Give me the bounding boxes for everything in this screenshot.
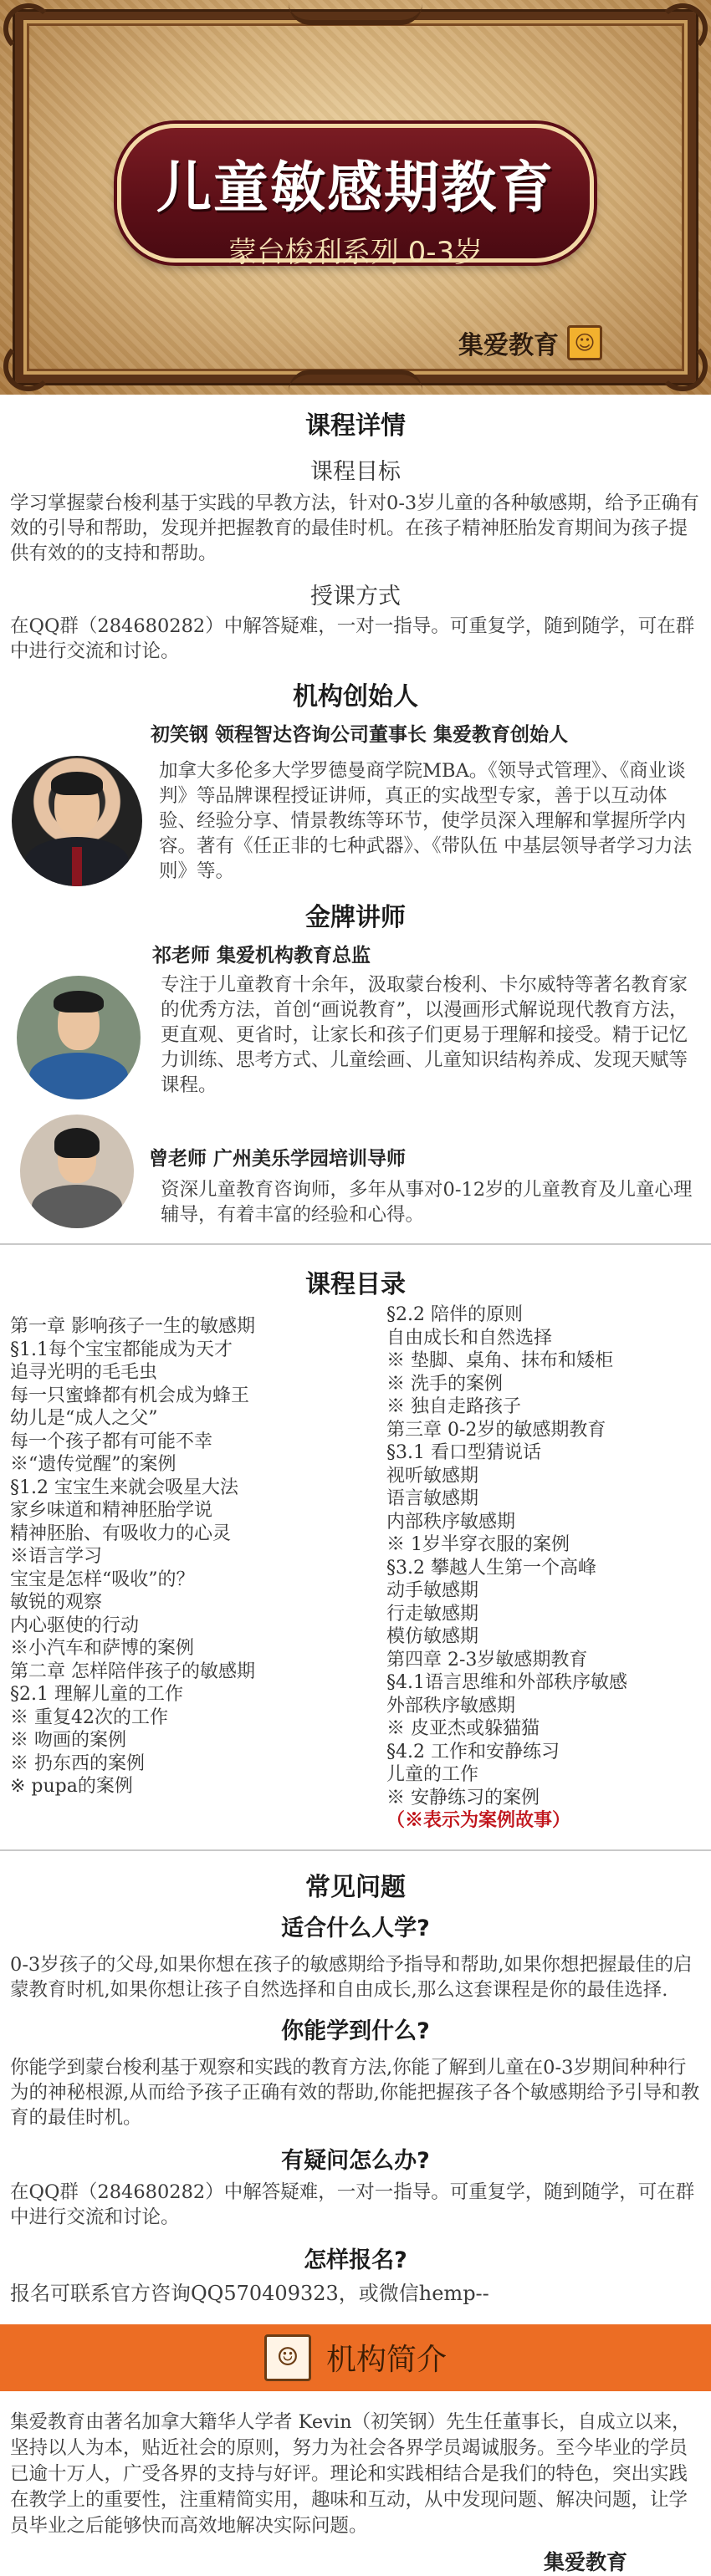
founder-card <box>10 719 701 886</box>
catalog-section <box>0 1245 711 1300</box>
catalog-item: 第三章 0-2岁的敏感期教育 <box>386 1419 606 1441</box>
catalog-item: §3.2 攀越人生第一个高峰 <box>386 1557 596 1579</box>
catalog-left-column <box>10 1315 386 1833</box>
catalog-item: ※ 洗手的案例 <box>386 1373 503 1395</box>
faq-question-help: 有疑问怎么办? <box>281 2147 430 2174</box>
faq-heading: 常见问题 <box>305 1872 406 1902</box>
founder-avatar <box>12 756 142 886</box>
faq-answer-who: 0-3岁孩子的父母,如果你想在孩子的敏感期给予指导和帮助,如果你想把握最佳的启蒙教育时机,如果你想让孩子自然选择和自由成长,那么这套课程是你的最佳选择. <box>10 1953 693 2001</box>
catalog-item: 内部秩序敏感期 <box>386 1511 516 1533</box>
faq-answer-what: 你能学到蒙台梭利基于观察和实践的教育方法,你能了解到儿童在0-3岁期间种种行为的神秘根源,从而给予孩子正确有效的帮助,你能把握孩子各个敏感期给予引导和教育的最佳时机。 <box>10 2056 700 2129</box>
teacher1-bio: 专注于儿童教育十余年，汲取蒙台梭利、卡尔威特等著名教育家的优秀方法，首创“画说教育”，以漫画形式解说现代教育方法，更直观、更省时，让家长和孩子们更易于理解和接受。精于记忆力训练、思考方式、儿童绘画、儿童知识结构养成、发现天赋等课程。 <box>161 974 688 1096</box>
catalog-item: 动手敏感期 <box>386 1580 479 1601</box>
teaching-method-heading: 授课方式 <box>310 584 401 610</box>
teachers-section <box>0 886 711 1228</box>
frame-corner-ornament <box>657 3 708 54</box>
catalog-item: §1.1每个宝宝都能成为天才 <box>10 1339 233 1360</box>
catalog-item: ※ 吻画的案例 <box>10 1730 126 1751</box>
catalog-item: §4.1语言思维和外部秩序敏感 <box>386 1672 627 1693</box>
faq-question-who: 适合什么人学? <box>281 1915 430 1941</box>
org-intro-bar <box>0 2324 711 2391</box>
faq-question-signup: 怎样报名? <box>304 2247 407 2273</box>
brand-name: 集爱教育 <box>458 331 559 360</box>
title-plate <box>117 124 594 269</box>
catalog-item: §2.2 陪伴的原则 <box>386 1304 523 1325</box>
founder-bio: 加拿大多伦多大学罗德曼商学院MBA。《领导式管理》、《商业谈判》等品牌课程授证讲师，真正的实战型专家，善于以互动体验、经验分享、情景教练等环节，使学员深入理解和掌握所学内容。著有《任正非的七种武器》、《带队伍 中基层领导者学习力法则》等。 <box>159 760 693 882</box>
catalog-item: 行走敏感期 <box>386 1603 479 1625</box>
catalog-item: 视听敏感期 <box>386 1465 479 1487</box>
catalog-columns <box>0 1304 711 1833</box>
catalog-item: 家乡味道和精神胚胎学说 <box>10 1500 213 1521</box>
catalog-item: §2.1 理解儿童的工作 <box>10 1684 183 1705</box>
frame-top-ornament <box>289 3 422 25</box>
catalog-item: ※“遗传觉醒”的案例 <box>10 1454 176 1475</box>
banner-title: 儿童敏感期教育 <box>156 155 555 220</box>
catalog-item: ※ 扔东西的案例 <box>10 1752 145 1774</box>
catalog-item: 自由成长和自然选择 <box>386 1327 553 1349</box>
catalog-right-column <box>386 1303 701 1833</box>
catalog-item: 幼儿是“成人之父” <box>10 1408 158 1429</box>
catalog-item: 语言敏感期 <box>386 1488 479 1509</box>
catalog-item: ※小汽车和萨博的案例 <box>10 1638 195 1659</box>
catalog-item: ※ 垫脚、桌角、抹布和矮柜 <box>386 1350 613 1371</box>
case-story-note: （※表示为案例故事） <box>386 1809 571 1831</box>
catalog-item: 宝宝是怎样“吸收”的？ <box>10 1569 195 1590</box>
teaching-method-text: 在QQ群（284680282）中解答疑难，一对一指导。可重复学，随到随学，可在群中进行交流和讨论。 <box>10 615 695 662</box>
catalog-item: §4.2 工作和安静练习 <box>386 1741 560 1762</box>
founder-section <box>0 664 711 886</box>
teacher2-avatar <box>20 1115 134 1228</box>
catalog-item: 第一章 影响孩子一生的敏感期 <box>10 1316 255 1337</box>
catalog-item: 儿童的工作 <box>386 1764 479 1785</box>
faq-answer-help: 在QQ群（284680282）中解答疑难，一对一指导。可重复学，随到随学，可在群中进行交流和讨论。 <box>10 2181 695 2228</box>
catalog-item: 外部秩序敏感期 <box>386 1695 516 1716</box>
footer-brand: 集爱教育 <box>543 2549 627 2574</box>
faq-section <box>0 1851 711 2306</box>
frame-corner-ornament <box>3 341 54 391</box>
hero-banner <box>0 0 711 395</box>
teacher2-name-title: 曾老师 广州美乐学园培训导师 <box>149 1148 407 1170</box>
frame-corner-ornament <box>657 341 708 391</box>
catalog-item: ※ 重复42次的工作 <box>10 1706 168 1728</box>
course-details-heading: 课程详情 <box>305 411 406 441</box>
founder-info <box>151 719 701 884</box>
catalog-item: 每一只蜜蜂都有机会成为蜂王 <box>10 1385 250 1406</box>
banner-subtitle: 蒙台梭利系列 0-3岁 <box>228 236 483 269</box>
catalog-item: ※语言学习 <box>10 1546 103 1567</box>
org-intro-title: 机构简介 <box>325 2343 447 2377</box>
catalog-item: 模仿敏感期 <box>386 1626 479 1647</box>
frame-bottom-ornament <box>289 370 422 391</box>
org-intro-section <box>0 2391 711 2539</box>
catalog-item: §1.2 宝宝生来就会吸星大法 <box>10 1477 238 1498</box>
course-goal-text: 学习掌握蒙台梭利基于实践的早教方法，针对0-3岁儿童的各种敏感期，给予正确有效的引导和帮助，发现并把握教育的最佳时机。在孩子精神胚胎发育期间为孩子提供有效的的支持和帮助。 <box>10 492 699 564</box>
faq-answer-signup: 报名可联系官方咨询QQ570409323，或微信hemp-- <box>10 2281 489 2305</box>
frame-corner-ornament <box>3 3 54 54</box>
teacher1-avatar <box>17 976 141 1099</box>
catalog-item: 精神胚胎、有吸收力的心灵 <box>10 1523 232 1544</box>
catalog-item: ※ 1岁半穿衣服的案例 <box>386 1534 570 1555</box>
catalog-item: ※ 皮亚杰或躲猫猫 <box>386 1718 540 1739</box>
course-details-section <box>0 395 711 664</box>
teachers-heading: 金牌讲师 <box>305 903 406 932</box>
catalog-item: 追寻光明的毛毛虫 <box>10 1362 158 1383</box>
teacher1-name-title: 祁老师 集爱机构教育总监 <box>152 945 371 967</box>
course-goal-heading: 课程目标 <box>310 459 401 485</box>
teacher2-card <box>10 1115 701 1228</box>
founder-heading: 机构创始人 <box>293 682 418 712</box>
catalog-item: 第四章 2-3岁敏感期教育 <box>386 1649 588 1671</box>
catalog-item: ※ pupa的案例 <box>10 1776 133 1797</box>
catalog-item: 每一个孩子都有可能不幸 <box>10 1431 213 1452</box>
catalog-item: 第二章 怎样陪伴孩子的敏感期 <box>10 1660 255 1682</box>
catalog-item: ※ 独自走路孩子 <box>386 1396 521 1417</box>
teacher1-card <box>10 972 701 1099</box>
catalog-heading: 课程目录 <box>305 1270 406 1299</box>
parent-child-logo-icon: ☺ <box>567 325 602 360</box>
teacher2-bio: 资深儿童教育咨询师，多年从事对0-12岁的儿童教育及儿童心理辅导，有着丰富的经验和心得。 <box>161 1179 693 1226</box>
catalog-item: ※ 安静练习的案例 <box>386 1787 540 1808</box>
parent-child-logo-icon: ☺ <box>264 2334 311 2381</box>
founder-name-title: 初笑钢 领程智达咨询公司董事长 集爱教育创始人 <box>151 724 569 746</box>
org-intro-text: 集爱教育由著名加拿大籍华人学者 Kevin（初笑钢）先生任董事长，自成立以来，坚持以人为本，贴近社会的原则，努力为社会各界学员竭诚服务。至今毕业的学员已逾十万人，广受各界的支持与好评。理论和实践相结合是我们的特色，突出实践在教学上的重要性，注重精简实用，趣味和互动，从中发现问题、解决问题，让学员毕业之后能够快而高效地解决实际问题。 <box>10 2410 691 2537</box>
teacher2-info <box>149 1115 696 1227</box>
catalog-item: 敏锐的观察 <box>10 1592 103 1613</box>
brand-logo <box>458 324 602 361</box>
faq-question-what: 你能学到什么? <box>281 2017 430 2044</box>
catalog-item: §3.1 看口型猜说话 <box>386 1442 541 1463</box>
catalog-item: 内心驱使的行动 <box>10 1614 140 1636</box>
